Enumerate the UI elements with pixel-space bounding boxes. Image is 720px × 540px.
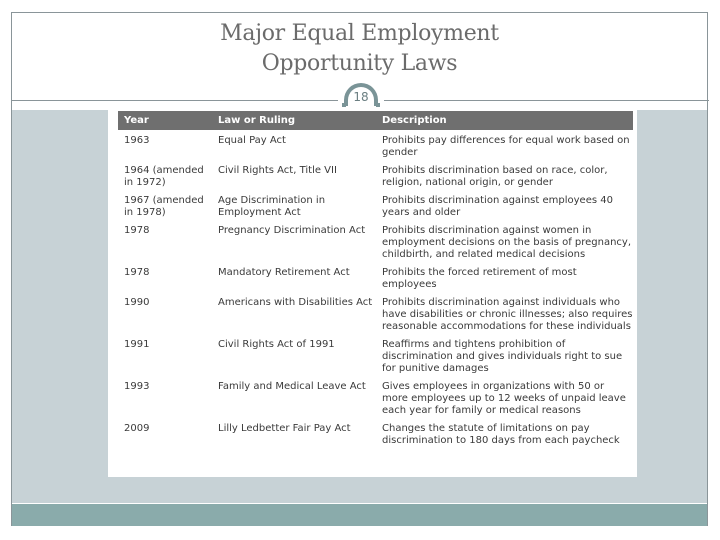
- cell-year: 1993: [124, 381, 150, 392]
- table-row: [118, 262, 633, 292]
- table-row: [118, 292, 633, 334]
- header-year: Year: [118, 111, 212, 130]
- cell-year: 1967 (amended in 1978): [124, 195, 204, 218]
- cell-year: 1978: [124, 225, 150, 236]
- slide-title-line-2: Opportunity Laws: [261, 51, 458, 76]
- divider-right: [384, 100, 709, 101]
- cell-description: Gives employees in organizations with 50 or more employees up to 12 weeks of unpaid leave each year for family or medical reasons: [382, 381, 626, 416]
- cell-law: Lilly Ledbetter Fair Pay Act: [218, 423, 351, 434]
- cell-year: 1964 (amended in 1972): [124, 165, 204, 188]
- footer-bar: [12, 504, 707, 526]
- table-row: [118, 220, 633, 262]
- header-law: Law or Ruling: [212, 111, 376, 130]
- divider-left: [12, 100, 338, 101]
- cell-year: 1991: [124, 339, 150, 350]
- cell-law: Pregnancy Discrimination Act: [218, 225, 366, 236]
- cell-description: Reaffirms and tightens prohibition of discrimination and gives individuals right to sue for punitive damages: [382, 339, 623, 374]
- eeo-laws-table: [118, 111, 633, 448]
- cell-description: Prohibits the forced retirement of most employees: [382, 267, 577, 290]
- cell-year: 2009: [124, 423, 150, 434]
- cell-description: Prohibits discrimination against women in employment decisions on the basis of pregnancy, childbirth, and related medical decisions: [382, 225, 632, 260]
- table-header-row: [118, 111, 633, 130]
- slide: [11, 12, 708, 526]
- table-row: [118, 190, 633, 220]
- cell-description: Prohibits discrimination based on race, color, religion, national origin, or gender: [382, 165, 608, 188]
- table-row: [118, 130, 633, 160]
- table-row: [118, 160, 633, 190]
- table-row: [118, 376, 633, 418]
- cell-description: Prohibits discrimination against individuals who have disabilities or chronic illnesses; also requires reasonable accommodations for these individuals: [382, 297, 633, 332]
- cell-year: 1990: [124, 297, 150, 308]
- cell-description: Changes the statute of limitations on pay discrimination to 180 days from each paycheck: [382, 423, 620, 446]
- page-number-badge: [340, 80, 382, 108]
- table-row: [118, 418, 633, 448]
- cell-law: Equal Pay Act: [218, 135, 286, 146]
- cell-law: Family and Medical Leave Act: [218, 381, 366, 392]
- header-description: Description: [376, 111, 633, 130]
- table-row: [118, 334, 633, 376]
- cell-law: Civil Rights Act, Title VII: [218, 165, 337, 176]
- cell-description: Prohibits pay differences for equal work based on gender: [382, 135, 630, 158]
- slide-title-line-1: Major Equal Employment: [220, 21, 499, 46]
- page-number: 18: [353, 90, 369, 104]
- cell-description: Prohibits discrimination against employees 40 years and older: [382, 195, 613, 218]
- cell-law: Mandatory Retirement Act: [218, 267, 350, 278]
- cell-year: 1978: [124, 267, 150, 278]
- cell-law: Civil Rights Act of 1991: [218, 339, 335, 350]
- slide-title: [12, 19, 707, 79]
- cell-law: Age Discrimination in Employment Act: [218, 195, 326, 218]
- cell-law: Americans with Disabilities Act: [218, 297, 373, 308]
- cell-year: 1963: [124, 135, 150, 146]
- table-container: [108, 110, 637, 477]
